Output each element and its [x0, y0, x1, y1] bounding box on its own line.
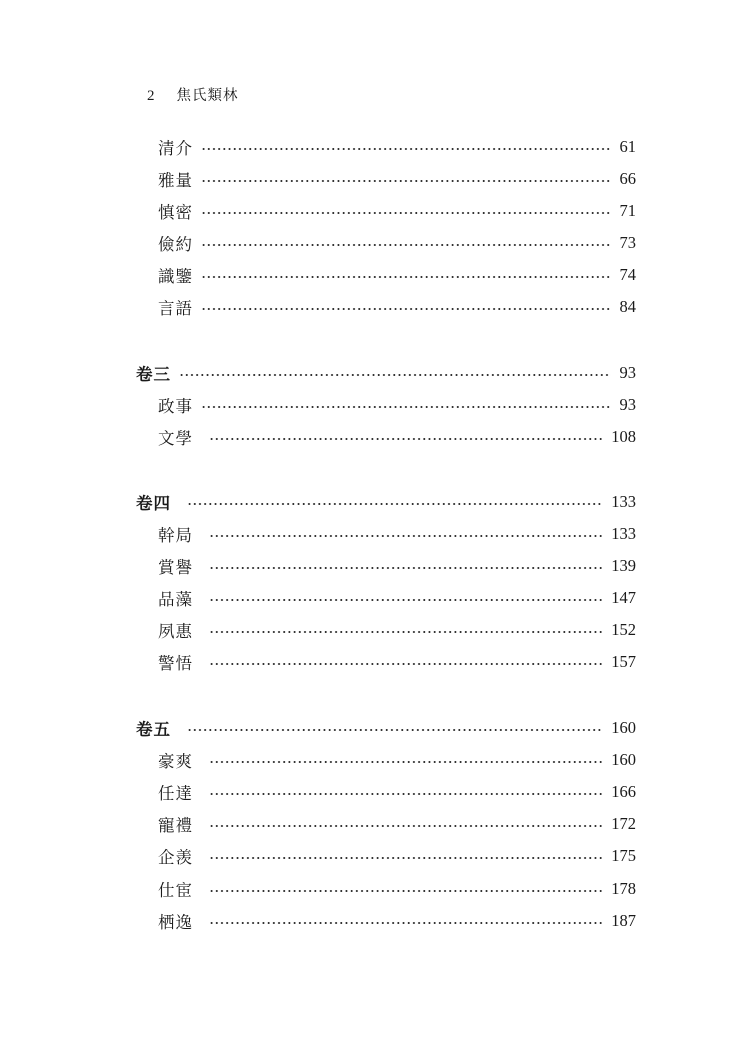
toc-entry[interactable]	[158, 166, 636, 192]
toc-entry[interactable]	[158, 230, 636, 256]
toc-entry[interactable]	[158, 908, 636, 934]
toc-entry-page: 147	[611, 588, 636, 607]
toc-entry[interactable]	[158, 294, 636, 320]
dot-leader	[201, 148, 611, 150]
toc-entry-page: 152	[611, 620, 636, 639]
toc-entry[interactable]	[158, 585, 636, 611]
dot-leader	[187, 503, 602, 505]
toc-entry-label: 政事	[158, 397, 193, 416]
toc-entry-label: 警悟	[158, 654, 193, 673]
toc-entry-label: 文學	[158, 429, 193, 448]
toc-entry-page: 73	[619, 233, 636, 252]
dot-leader	[209, 599, 602, 601]
toc-volume-heading[interactable]	[136, 360, 636, 386]
toc-entry-label: 賞譽	[158, 558, 193, 577]
toc-entry[interactable]	[158, 779, 636, 805]
dot-leader	[201, 180, 611, 182]
toc-entry-label: 慎密	[158, 203, 193, 222]
toc-volume-heading[interactable]	[136, 715, 636, 741]
toc-entry-page: 160	[611, 750, 636, 769]
toc-entry-page: 139	[611, 556, 636, 575]
toc-volume-label: 卷四	[136, 494, 171, 513]
toc-volume-page: 133	[611, 492, 636, 511]
toc-entry-label: 識鑒	[158, 267, 193, 286]
toc-entry[interactable]	[158, 617, 636, 643]
toc-entry[interactable]	[158, 876, 636, 902]
dot-leader	[201, 406, 611, 408]
toc-entry-label: 任達	[158, 784, 193, 803]
toc-entry[interactable]	[158, 392, 636, 418]
toc-entry[interactable]	[158, 424, 636, 450]
toc-entry-label: 仕宦	[158, 881, 193, 900]
toc-entry-label: 清介	[158, 139, 193, 158]
dot-leader	[209, 793, 602, 795]
toc-entry[interactable]	[158, 843, 636, 869]
dot-leader	[209, 857, 602, 859]
toc-entry-label: 寵禮	[158, 816, 193, 835]
toc-entry-label: 言語	[158, 299, 193, 318]
header-page-number: 2	[147, 88, 155, 104]
toc-entry-page: 108	[611, 427, 636, 446]
toc-volume-page: 93	[619, 363, 636, 382]
toc-entry-page: 84	[619, 297, 636, 316]
dot-leader	[209, 535, 602, 537]
toc-entry-label: 雅量	[158, 171, 193, 190]
toc-entry-page: 157	[611, 652, 636, 671]
toc-entry-page: 66	[619, 169, 636, 188]
toc-volume-label: 卷三	[136, 365, 171, 384]
dot-leader	[209, 890, 602, 892]
dot-leader	[209, 567, 602, 569]
toc-entry-page: 175	[611, 846, 636, 865]
dot-leader	[209, 631, 602, 633]
dot-leader	[179, 374, 611, 376]
dot-leader	[201, 212, 611, 214]
toc-entry[interactable]	[158, 649, 636, 675]
toc-entry[interactable]	[158, 747, 636, 773]
toc-entry[interactable]	[158, 553, 636, 579]
toc-volume-page: 160	[611, 718, 636, 737]
toc-entry-label: 幹局	[158, 526, 193, 545]
toc-entry-page: 71	[619, 201, 636, 220]
toc-entry[interactable]	[158, 811, 636, 837]
toc-entry-page: 74	[619, 265, 636, 284]
dot-leader	[209, 922, 602, 924]
toc-entry-page: 172	[611, 814, 636, 833]
toc-entry[interactable]	[158, 134, 636, 160]
toc-entry-page: 178	[611, 879, 636, 898]
toc-entry-page: 93	[619, 395, 636, 414]
dot-leader	[201, 308, 611, 310]
dot-leader	[209, 438, 602, 440]
dot-leader	[209, 761, 602, 763]
toc-volume-label: 卷五	[136, 720, 171, 739]
toc-entry-label: 企羡	[158, 848, 193, 867]
toc-entry[interactable]	[158, 262, 636, 288]
toc-entry-label: 品藻	[158, 590, 193, 609]
toc-entry-label: 夙惠	[158, 622, 193, 641]
toc-entry-page: 61	[619, 137, 636, 156]
dot-leader	[201, 244, 611, 246]
dot-leader	[209, 825, 602, 827]
toc-entry-label: 栖逸	[158, 913, 193, 932]
dot-leader	[201, 276, 611, 278]
toc-entry-page: 166	[611, 782, 636, 801]
toc-entry-label: 豪爽	[158, 752, 193, 771]
dot-leader	[187, 729, 602, 731]
toc-volume-heading[interactable]	[136, 489, 636, 515]
toc-entry-label: 儉約	[158, 235, 193, 254]
running-header	[147, 84, 239, 105]
toc-entry-page: 133	[611, 524, 636, 543]
toc-entry-page: 187	[611, 911, 636, 930]
toc-entry[interactable]	[158, 198, 636, 224]
toc-entry[interactable]	[158, 521, 636, 547]
header-book-title: 焦氏類林	[176, 88, 239, 104]
dot-leader	[209, 663, 602, 665]
